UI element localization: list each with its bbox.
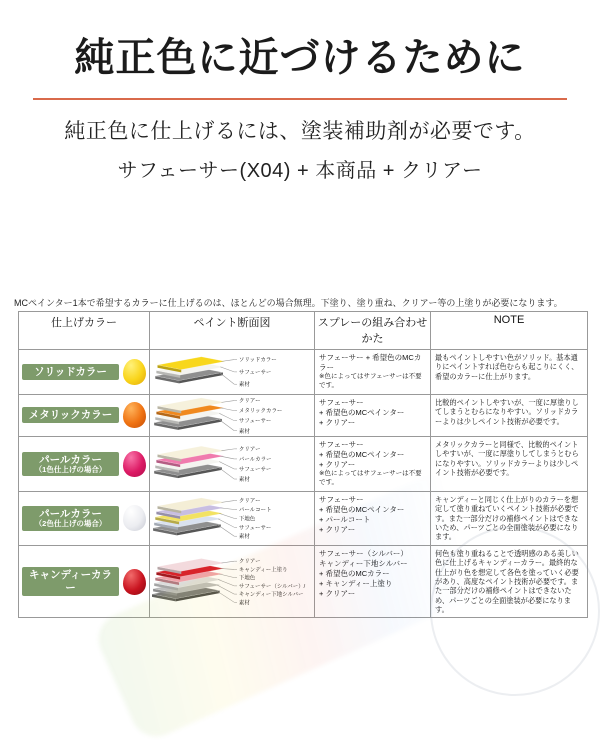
cross-section-diagram <box>150 546 315 619</box>
note-text: 何色も塗り重ねることで透明感のある美しい色に仕上げるキャンディーカラー。最終的な仕上がり色を想定して各色を塗っていく必要があり、高度なペイント技術が必要です。また一部分だけの補修ペイントはできないため、パーツごとの全面塗装が必要になります。 <box>431 546 588 619</box>
finish-color-badge <box>22 506 119 531</box>
subtitle: 純正色に仕上げるには、塗装補助剤が必要です。 <box>64 120 536 143</box>
svg-text:メタリックカラー: メタリックカラー <box>238 408 283 415</box>
svg-text:下地色: 下地色 <box>238 575 256 582</box>
svg-text:サフェーサー: サフェーサー <box>238 418 272 425</box>
spray-step: + 希望色のMCペインター <box>319 505 405 515</box>
spray-step: サフェーサー <box>319 440 364 450</box>
finish-color-cell <box>19 395 150 437</box>
spray-step: + クリアー <box>319 589 356 599</box>
finish-badge-sublabel: （2色仕上げの場合） <box>34 519 107 529</box>
svg-text:サフェーサー: サフェーサー <box>238 467 272 474</box>
note-text: 最もペイントしやすい色がソリッド。基本通りにペイントすれば色むらも起こりにくく、希望のカラーに仕上がります。 <box>431 350 588 395</box>
spray-step: サフェーサー <box>319 397 364 407</box>
table-row <box>19 546 588 619</box>
col-header-note: NOTE <box>431 312 588 350</box>
spray-step: + クリアー <box>319 525 356 535</box>
painted-part-swatch <box>123 402 146 428</box>
svg-text:クリアー: クリアー <box>238 558 261 565</box>
table-intro: MCペインター1本で希望するカラーに仕上げるのは、ほとんどの場合無理。下塗り、塗り重ね、クリアー等の上塗りが必要になります。 <box>14 298 563 308</box>
svg-text:パールコート: パールコート <box>238 507 272 514</box>
finish-badge-sublabel: （1色仕上げの場合） <box>34 464 107 474</box>
finish-badge-label: パールカラー <box>39 508 102 521</box>
svg-text:ソリッドカラー: ソリッドカラー <box>238 357 277 364</box>
note-text: キャンディーと同じく仕上がりのカラーを想定して塗り重ねていくペイント技術が必要です。また一部分だけの補修ペイントはできないため、パーツごとの全面塗装が必要になります。 <box>431 492 588 546</box>
spray-step: + 希望色のMCペインター <box>319 407 405 417</box>
spray-step: サフェーサー（シルバー） <box>319 548 408 558</box>
page-title: 純正色に近づけるために <box>74 36 526 80</box>
color-combination-table <box>18 311 588 618</box>
cross-section-diagram <box>150 395 315 437</box>
finish-color-cell <box>19 437 150 492</box>
svg-text:サフェーサー: サフェーサー <box>238 369 272 376</box>
cross-section-diagram <box>150 437 315 492</box>
svg-text:素材: 素材 <box>238 382 250 389</box>
spray-step: キャンディー下地シルバー <box>319 558 408 568</box>
spray-step: + クリアー <box>319 418 356 428</box>
spray-combination <box>315 437 431 492</box>
finish-color-cell <box>19 350 150 395</box>
table-row <box>19 350 588 395</box>
cross-section-diagram <box>150 492 315 546</box>
painted-part-swatch <box>123 569 146 595</box>
svg-text:素材: 素材 <box>238 534 250 541</box>
finish-color-cell <box>19 546 150 619</box>
finish-color-badge <box>22 567 119 595</box>
spray-step: サフェーサー <box>319 495 364 504</box>
finish-color-badge <box>22 407 119 423</box>
cross-section-diagram <box>150 350 315 395</box>
spray-combination <box>315 395 431 437</box>
col-header-cross-section: ペイント断面図 <box>150 312 315 350</box>
spray-step: ※色によってはサフェーサーは不要です。 <box>319 373 422 390</box>
color-table-body <box>19 350 588 618</box>
spray-combination <box>315 546 431 619</box>
accent-divider <box>33 98 567 100</box>
table-row <box>19 437 588 492</box>
table-row <box>19 492 588 546</box>
svg-text:キャンディー下地シルバー: キャンディー下地シルバー <box>238 591 304 598</box>
svg-text:クリアー: クリアー <box>238 498 261 505</box>
spray-step: + 希望色のMCカラー <box>319 569 390 579</box>
table-header-row <box>19 312 588 350</box>
note-text: メタリックカラーと同様で、比較的ペイントしやすいが、一度に厚塗りしてしまうとむらになりやすい。ソリッドカラーよりは少しペイント技術が必要です。 <box>431 437 588 492</box>
svg-text:パールカラー: パールカラー <box>238 457 272 464</box>
spray-step: + 希望色のMCペインター <box>319 450 405 460</box>
finish-badge-label: キャンディーカラー <box>29 569 112 594</box>
painted-part-swatch <box>123 359 146 385</box>
note-text: 比較的ペイントしやすいが、一度に厚塗りしてしまうとむらになりやすい。ソリッドカラーよりは少しペイント技術が必要です。 <box>431 395 588 437</box>
spray-combination <box>315 350 431 395</box>
paint-formula: サフェーサー(X04) + 本商品 + クリアー <box>117 160 483 182</box>
svg-text:キャンディー上塗り: キャンディー上塗り <box>238 567 288 574</box>
svg-text:クリアー: クリアー <box>238 398 261 405</box>
spray-combination <box>315 492 431 546</box>
col-header-spray-combination: スプレーの組み合わせかた <box>315 312 431 350</box>
svg-text:サフェーサー（シルバー）/: サフェーサー（シルバー）/ <box>238 583 306 590</box>
painted-part-swatch <box>123 505 146 531</box>
spray-step: + クリアー <box>319 460 356 470</box>
spray-step: サフェーサー + 希望色のMCカラー <box>319 353 422 373</box>
svg-text:下地色: 下地色 <box>238 516 256 523</box>
svg-text:サフェーサー: サフェーサー <box>238 525 272 532</box>
svg-text:クリアー: クリアー <box>238 446 261 453</box>
product-info-page <box>0 26 600 614</box>
spray-step: + パールコート <box>319 515 371 525</box>
svg-text:素材: 素材 <box>238 600 250 607</box>
finish-badge-label: ソリッドカラー <box>34 365 107 378</box>
finish-badge-label: パールカラー <box>39 453 102 466</box>
svg-text:素材: 素材 <box>238 477 250 484</box>
finish-badge-label: メタリックカラー <box>28 409 113 422</box>
spray-step: ※色によってはサフェーサーは不要です。 <box>319 470 422 487</box>
painted-part-swatch <box>123 451 146 477</box>
spray-step: + キャンディー上塗り <box>319 579 393 589</box>
finish-color-badge <box>22 364 119 380</box>
svg-text:素材: 素材 <box>238 428 250 435</box>
finish-color-badge <box>22 452 119 477</box>
col-header-finish-color: 仕上げカラー <box>19 312 150 350</box>
finish-color-cell <box>19 492 150 546</box>
table-row <box>19 395 588 437</box>
